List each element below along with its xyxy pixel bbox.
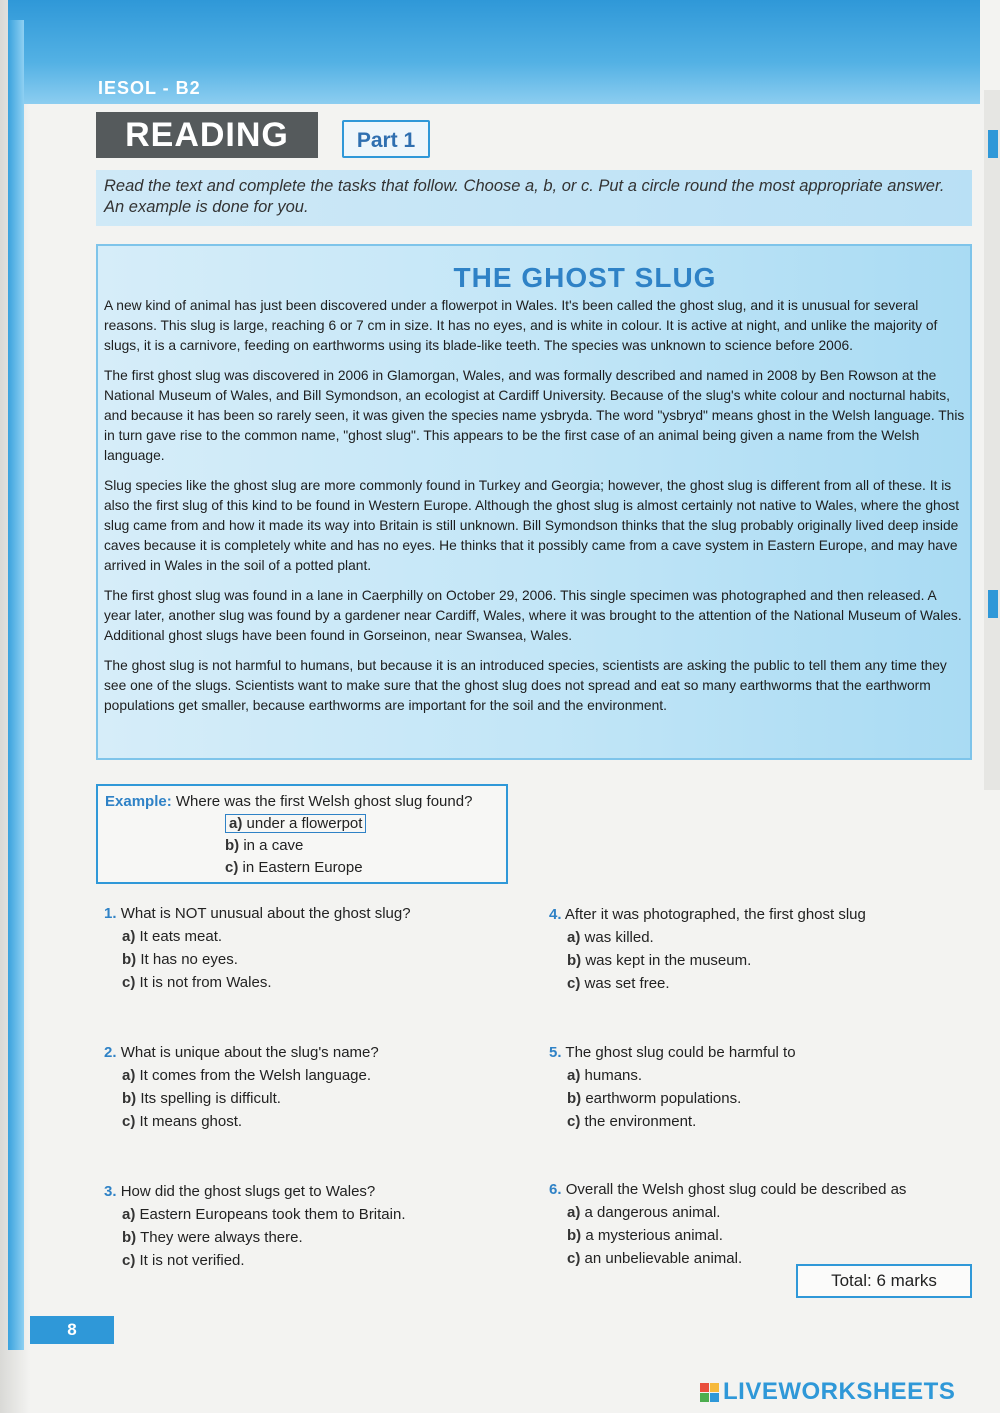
answer-option[interactable]: c) It is not from Wales. [122,974,272,991]
article-paragraph: The ghost slug is not harmful to humans, but because it is an introduced species, scientists are asking the public to tell them any time they see one of the slugs. Scientists want to make sure that the ghost slug does not spread and eat so many earthworms that the earthworm populations get smaller, because earthworms are important for the soil and the environment. [104,658,947,713]
question-text: Overall the Welsh ghost slug could be described as [565,1181,907,1198]
level-label: IESOL - B2 [98,78,201,98]
answer-option[interactable]: a) It comes from the Welsh language. [122,1067,372,1084]
edge-tab [988,590,998,618]
answer-option[interactable]: b) earthworm populations. [567,1090,742,1107]
article-title: THE GHOST SLUG [453,262,717,293]
question-5: 5. The ghost slug could be harmful to a) humans. b) earthworm populations. c) the environment. [549,1041,796,1133]
answer-option[interactable]: b) It has no eyes. [122,951,238,968]
answer-option[interactable]: a) was killed. [567,929,654,946]
example-box [96,784,508,884]
answer-option[interactable]: a) humans. [567,1067,643,1084]
example-option[interactable] [225,813,499,835]
section-title: READING [96,112,318,158]
left-color-band [8,20,24,1350]
question-text: How did the ghost slugs get to Wales? [120,1183,376,1200]
question-6: 6. Overall the Welsh ghost slug could be described as a) a dangerous animal. b) a mysterious animal. c) an unbelievable animal. [549,1178,906,1270]
watermark-text: LIVEWORKSHEETS [723,1378,956,1405]
article-box [96,244,972,760]
edge-tab [988,130,998,158]
answer-option[interactable]: a) a dangerous animal. [567,1204,721,1221]
answer-option[interactable]: b) was kept in the museum. [567,952,752,969]
question-2: 2. What is unique about the slug's name? a) It comes from the Welsh language. b) Its spelling is difficult. c) It means ghost. [104,1041,379,1133]
question-text: The ghost slug could be harmful to [565,1044,796,1061]
instructions: Read the text and complete the tasks that follow. Choose a, b, or c. Put a circle round the most appropriate answer. An example is done for you. [96,170,972,226]
answer-option[interactable]: c) It means ghost. [122,1113,243,1130]
answer-option[interactable]: b) They were always there. [122,1229,303,1246]
example-option[interactable]: b) in a cave [225,837,304,854]
article-paragraph: The first ghost slug was discovered in 2006 in Glamorgan, Wales, and was formally described and named in 2008 by Ben Rowson at the National Museum of Wales, and Bill Symondson, an ecologist at Cardiff University. Because of the slug's white colour and nocturnal habits, and because it has been so rarely seen, it was given the species name ysbryda. The word "ysbryd" means ghost in the Welsh language. This in turn gave rise to the common name, "ghost slug". This appears to be the first case of an animal being given a name from the Welsh language. [104,368,965,463]
question-1: 1. What is NOT unusual about the ghost slug? a) It eats meat. b) It has no eyes. c) It is not from Wales. [104,902,411,994]
answer-option[interactable]: c) an unbelievable animal. [567,1250,743,1267]
question-text: What is NOT unusual about the ghost slug? [120,905,411,922]
example-question: Where was the first Welsh ghost slug found? [175,793,473,810]
question-text: After it was photographed, the first ghost slug [564,906,866,923]
article-paragraph: Slug species like the ghost slug are more commonly found in Turkey and Georgia; however, the ghost slug is different from all of these. It is also the first slug of this kind to be found in Western Europe. Although the ghost slug is almost certainly not native to Wales, where the ghost slug came from and how it made its way into Britain is still unknown. Bill Symondson thinks that the slug probably originally lived deep inside caves because it is completely white and has no eyes. He thinks that it possibly came from a cave system in Eastern Europe, and may have arrived in Wales in the soil of a potted plant. [104,478,960,573]
answer-option[interactable]: c) the environment. [567,1113,697,1130]
question-3: 3. How did the ghost slugs get to Wales? a) Eastern Europeans took them to Britain. b) They were always there. c) It is not verified. [104,1180,406,1272]
page-number: 8 [30,1316,114,1344]
liveworksheets-logo-icon [700,1383,719,1402]
answer-option[interactable]: b) Its spelling is difficult. [122,1090,281,1107]
part-label: Part 1 [342,120,430,158]
example-label: Example: [105,793,172,810]
total-marks: Total: 6 marks [796,1264,972,1298]
example-option[interactable]: c) in Eastern Europe [225,859,363,876]
question-4: 4. After it was photographed, the first ghost slug a) was killed. b) was kept in the museum. c) was set free. [549,903,866,995]
answer-option[interactable]: a) It eats meat. [122,928,223,945]
answer-option[interactable]: c) It is not verified. [122,1252,245,1269]
answer-option[interactable]: a) Eastern Europeans took them to Britain. [122,1206,406,1223]
watermark [700,1378,955,1406]
answer-option[interactable]: c) was set free. [567,975,670,992]
article-paragraph: A new kind of animal has just been discovered under a flowerpot in Wales. It's been called the ghost slug, and it is unusual for several reasons. This slug is large, reaching 6 or 7 cm in size. It has no eyes, and is white in colour. It is active at night, and unlike the majority of slugs, it is a carnivore, feeding on earthworms using its blade-like teeth. The species was unknown to science before 2006. [104,298,938,353]
circled-answer: a) under a flowerpot [225,814,366,833]
answer-option[interactable]: b) a mysterious animal. [567,1227,723,1244]
article-paragraph: The first ghost slug was found in a lane in Caerphilly on October 29, 2006. This single specimen was photographed and then released. A year later, another slug was found by a gardener near Cardiff, Wales, where it was brought to the attention of the National Museum of Wales. Additional ghost slugs have been found in Gorseinon, near Swansea, Wales. [104,588,962,643]
next-page-edge [984,90,1000,790]
question-text: What is unique about the slug's name? [120,1044,379,1061]
